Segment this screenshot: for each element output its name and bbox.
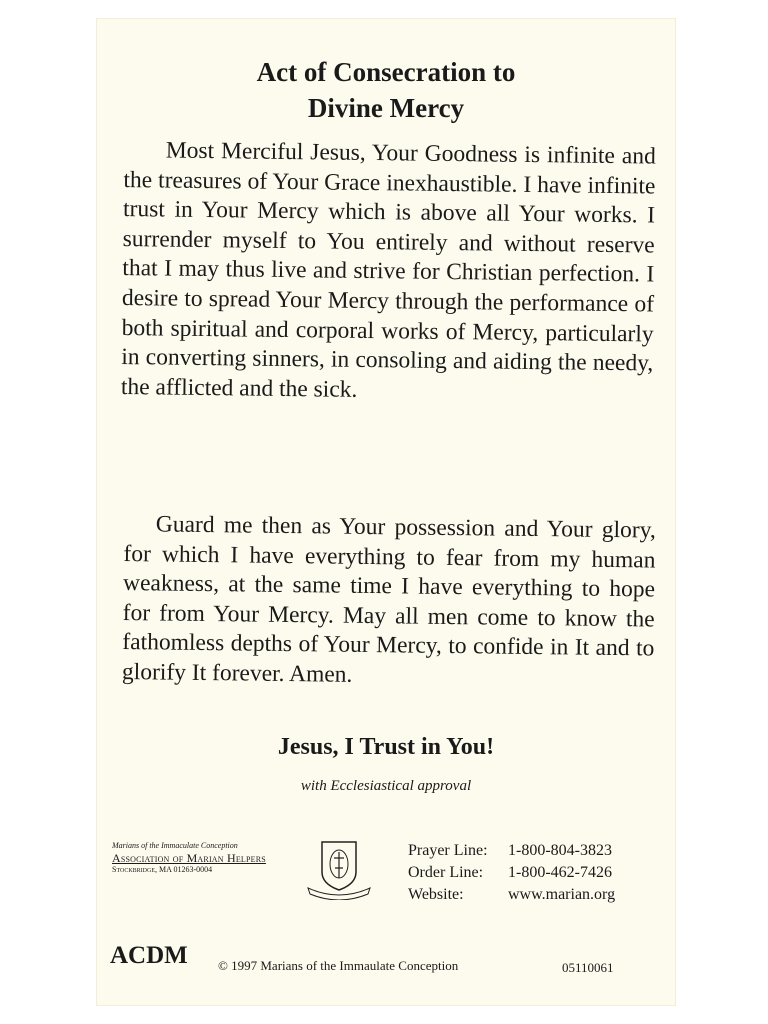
contact-value: www.marian.org (508, 886, 616, 903)
org-association-line: Association of Marian Helpers (112, 851, 266, 865)
card-footer (110, 942, 670, 982)
org-address-line: Stockbridge, MA 01263-0004 (112, 865, 213, 874)
organization-block (112, 840, 312, 876)
title-line-2: Divine Mercy (307, 93, 465, 123)
contact-list (408, 840, 658, 906)
org-name-line: Marians of the Immaculate Conception (112, 841, 238, 850)
contact-label: Order Line: (408, 864, 484, 881)
prayer-paragraph-2: Guard me then as Your possession and Your glory, for which I have everything to fear from my human weakness, at the same time I have everything to hope for from Your Mercy. May all men come to know the fathomless depths of Your Mercy, to confide in It and to glorify It forever. Amen. (121, 511, 656, 688)
item-number: 05110061 (562, 960, 614, 975)
contact-row (408, 840, 658, 862)
contact-value: 1-800-462-7426 (508, 864, 612, 881)
title-line-1: Act of Consecration to (256, 57, 516, 87)
contact-label: Website: (408, 886, 464, 903)
marian-seal-icon (304, 838, 374, 900)
contact-value: 1-800-804-3823 (508, 842, 612, 859)
contact-row (408, 862, 658, 884)
ecclesiastical-approval: with Ecclesiastical approval (300, 778, 472, 794)
prayer-title (96, 54, 676, 126)
closing-line: Jesus, I Trust in You! (277, 734, 495, 760)
copyright-notice: © 1997 Marians of the Immaulate Conception (218, 958, 459, 973)
prayer-paragraph-1: Most Merciful Jesus, Your Goodness is infinite and the treasures of Your Grace inexhaustible. I have infinite trust in Your Mercy which is above all Your works. I surrender myself to You entirely and without reserve that I may thus live and strive for Christian perfection. I desire to spread Your Mercy through the performance of both spiritual and corporal works of Mercy, particularly in converting sinners, in consoling and aiding the needy, the afflicted and the sick. (120, 137, 656, 403)
product-code: ACDM (110, 942, 188, 969)
prayer-card (96, 18, 676, 1006)
contact-row (408, 884, 658, 906)
contact-label: Prayer Line: (408, 842, 488, 859)
